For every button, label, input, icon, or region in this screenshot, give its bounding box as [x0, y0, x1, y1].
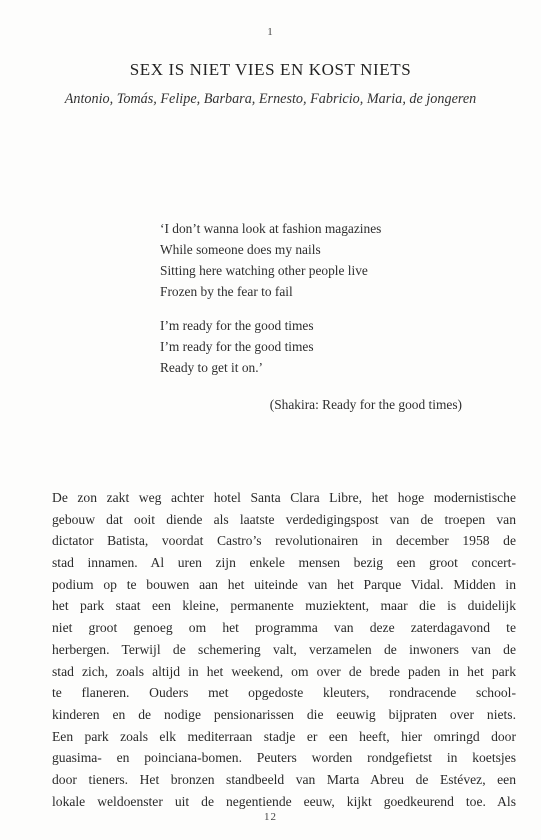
- epigraph-line: I’m ready for the good times: [160, 339, 314, 354]
- body-line: gebouw dat ooit diende als laatste verdedigingspost van de troepen van: [52, 511, 516, 527]
- body-line: kinderen en de nodige pensionarissen die eeuwig bijpraten over niets.: [52, 706, 516, 722]
- body-line: stad zich, zoals altijd in het weekend, om over de brede paden in het park: [52, 663, 516, 679]
- body-paragraph: [52, 487, 516, 812]
- epigraph-stanza-2: [160, 315, 480, 378]
- body-line: stad innamen. Al uren zijn enkele mensen bezig een groot concert-: [52, 555, 516, 571]
- body-line: te flaneren. Ouders met opgedoste kleuters, rondracende school-: [52, 685, 516, 701]
- epigraph-stanza-1: [160, 218, 480, 302]
- body-line: het park staat een kleine, permanente muziektent, maar die is duidelijk: [52, 598, 516, 614]
- chapter-number: 1: [267, 26, 274, 38]
- body-line: door tieners. Het bronzen standbeeld van Marta Abreu de Estévez, een: [52, 771, 516, 787]
- body-line: niet groot genoeg om het programma van deze zaterdagavond te: [52, 620, 516, 636]
- epigraph-source: (Shakira: Ready for the good times): [269, 397, 462, 412]
- body-line: dictator Batista, voordat Castro’s revolutionairen in december 1958 de: [52, 533, 516, 549]
- epigraph-line: While someone does my nails: [160, 242, 321, 257]
- chapter-title: SEX IS NIET VIES EN KOST NIETS: [129, 60, 412, 79]
- body-line: De zon zakt weg achter hotel Santa Clara Libre, het hoge modernistische: [52, 490, 516, 505]
- epigraph-line: Ready to get it on.’: [160, 360, 264, 375]
- body-line: Een park zoals elk mediterraan stadje er een heeft, hier omringd door: [52, 728, 516, 744]
- chapter-subtitle: Antonio, Tomás, Felipe, Barbara, Ernesto, Fabricio, Maria, de jongeren: [64, 91, 477, 107]
- body-line: lokale weldoenster uit de negentiende eeuw, kijkt goedkeurend toe. Als: [52, 793, 516, 809]
- body-line: podium op te bouwen aan het uiteinde van het Parque Vidal. Midden in: [52, 576, 516, 592]
- body-line: guasima- en poinciana-bomen. Peuters worden rondgefietst in koetsjes: [52, 750, 516, 766]
- epigraph-line: Frozen by the fear to fail: [160, 284, 293, 299]
- page-number: 12: [264, 811, 277, 823]
- epigraph-line: ‘I don’t wanna look at fashion magazines: [160, 221, 382, 236]
- epigraph: [160, 218, 480, 391]
- epigraph-line: I’m ready for the good times: [160, 318, 314, 333]
- body-line: herbergen. Terwijl de schemering valt, verzamelen de inwoners van de: [52, 641, 516, 657]
- epigraph-line: Sitting here watching other people live: [160, 263, 368, 278]
